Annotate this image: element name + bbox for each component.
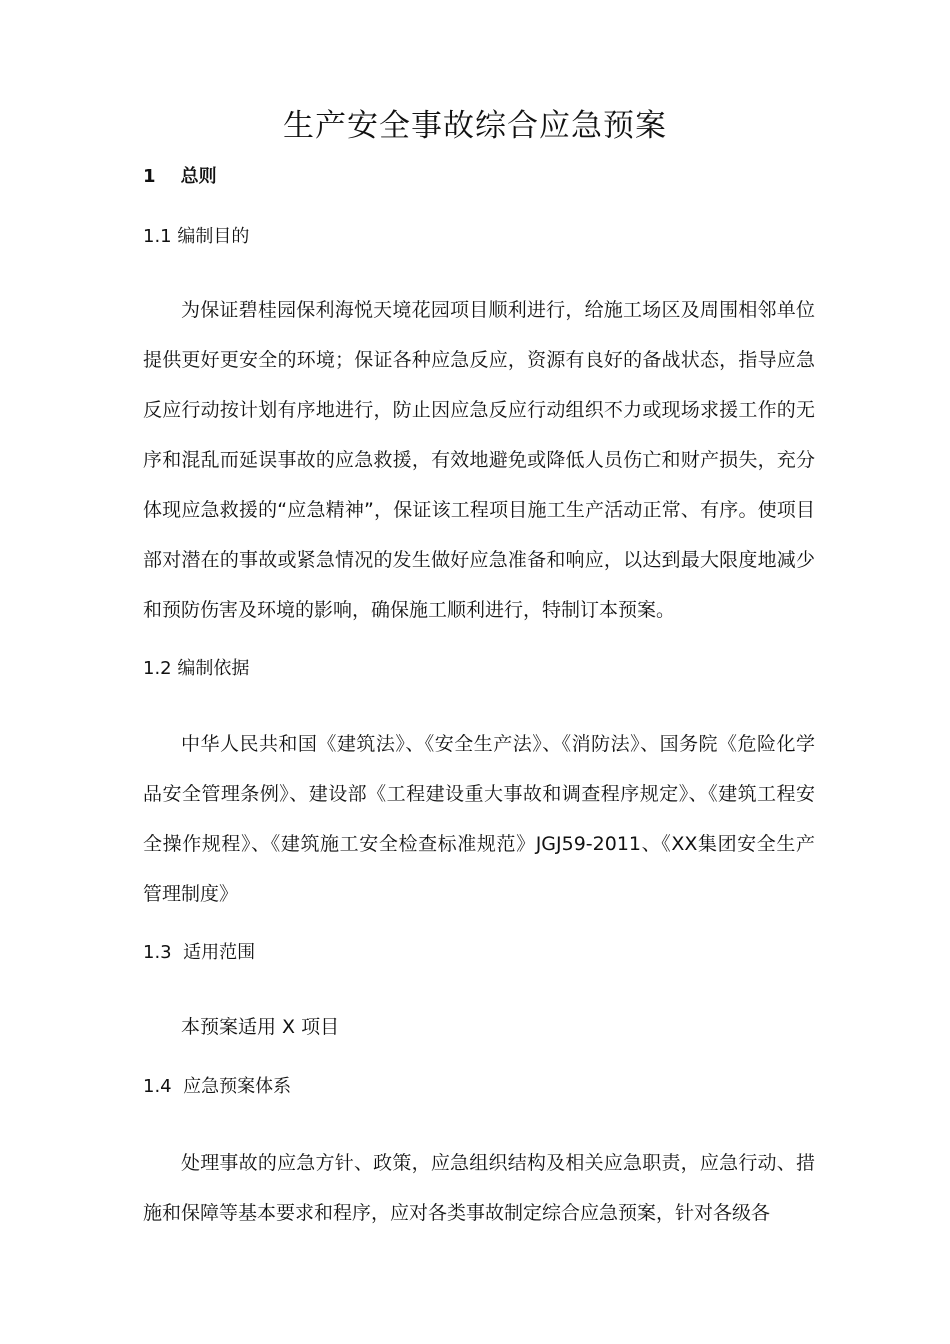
subsection-heading-scope: 1.3 适用范围: [143, 942, 256, 963]
subsection-heading-purpose: 1.1 编制目的: [143, 226, 250, 247]
subsection-heading-basis: 1.2 编制依据: [143, 658, 250, 679]
paragraph-scope: 本预案适用 X 项目: [181, 1016, 340, 1038]
paragraph-basis: 中华人民共和国《建筑法》、《安全生产法》、《消防法》、国务院《危险化学品安全管理条例》、建设部《工程建设重大事故和调查程序规定》、《建筑工程安全操作规程》、《建筑施工安全检查标准规范》JGJ59-2011、《XX集团安全生产管理制度》: [143, 733, 815, 905]
subsection-heading-system: 1.4 应急预案体系: [143, 1076, 292, 1097]
paragraph-system: 处理事故的应急方针、政策，应急组织结构及相关应急职责，应急行动、措施和保障等基本要求和程序，应对各类事故制定综合应急预案，针对各级各: [143, 1152, 815, 1224]
document-title: 生产安全事故综合应急预案: [283, 108, 667, 144]
paragraph-purpose: 为保证碧桂园保利海悦天境花园项目顺利进行，给施工场区及周围相邻单位提供更好更安全的环境；保证各种应急反应，资源有良好的备战状态，指导应急反应行动按计划有序地进行，防止因应急反应行动组织不力或现场求援工作的无序和混乱而延误事故的应急救援，有效地避免或降低人员伤亡和财产损失，充分体现应急救援的“应急精神”，保证该工程项目施工生产活动正常、有序。使项目部对潜在的事故或紧急情况的发生做好应急准备和响应，以达到最大限度地减少和预防伤害及环境的影响，确保施工顺利进行，特制订本预案。: [143, 299, 815, 621]
section-heading-general: 1 总则: [143, 166, 217, 187]
